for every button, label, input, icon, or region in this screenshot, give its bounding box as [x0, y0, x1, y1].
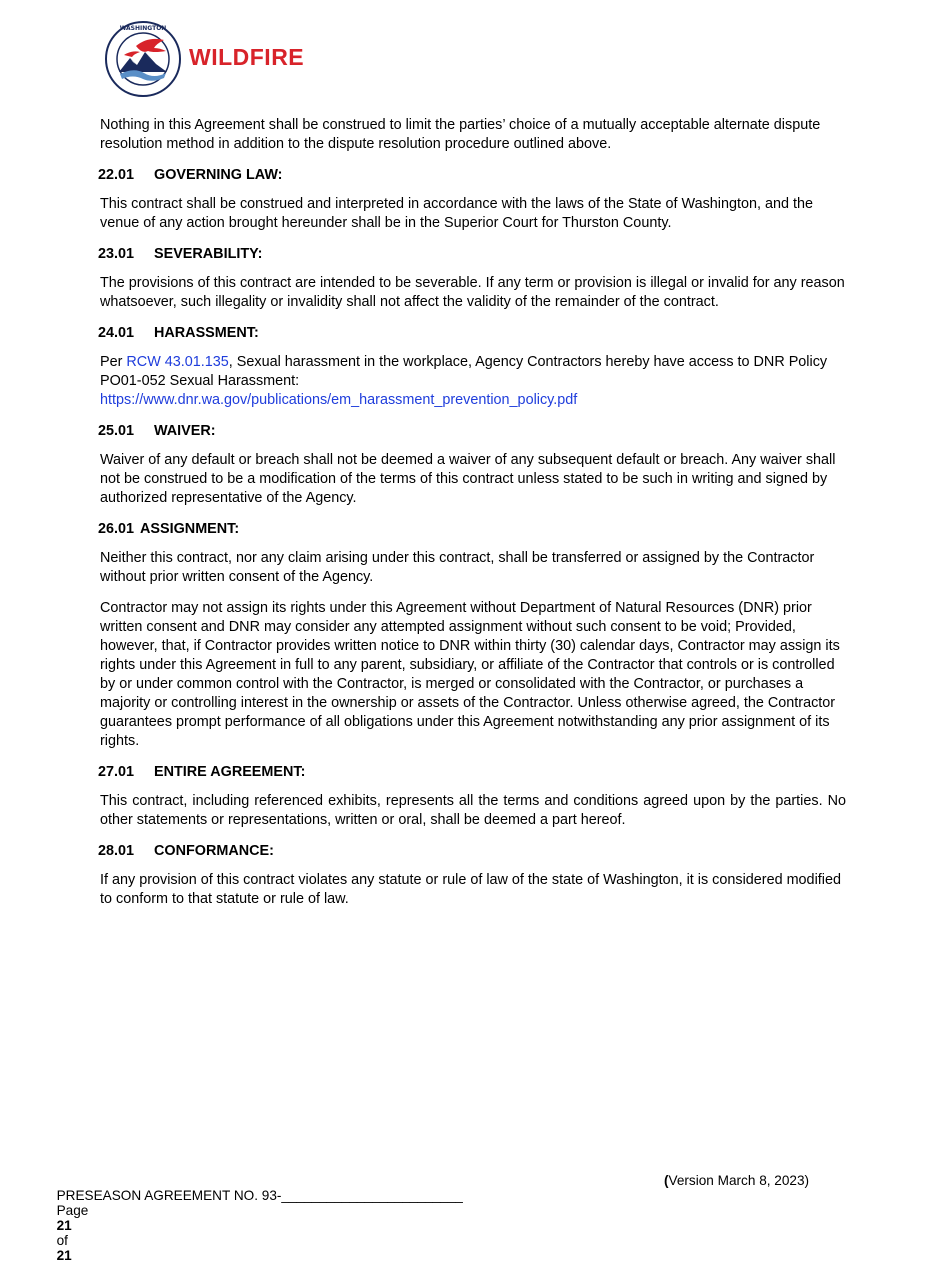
page-footer	[49, 1173, 849, 1278]
section-heading-28: 28.01 CONFORMANCE:	[98, 843, 274, 859]
page-label: Page	[56, 1203, 89, 1218]
section-body-26b: Contractor may not assign its rights under this Agreement without Department of Natural Resources (DNR) prior written consent and DNR may consider any attempted assignment without such consent to be void; Provided, however, that, if Contractor provides written notice to DNR within thirty (30) calendar days, Contractor may assign its rights under this Agreement in full to any parent, subsidiary, or affiliate of the Contractor that controls or is controlled by or under common control with the Contractor, is merged or consolidated with the Contractor, or purchases a majority or controlling interest in the ownership or assets of the Contractor. Unless otherwise agreed, the Contractor guarantees prompt performance of all obligations under this Agreement notwithstanding any prior assignment of its rights.	[100, 600, 840, 749]
section-body-26a: Neither this contract, nor any claim arising under this contract, shall be transferred or assigned by the Contractor without prior written consent of the Agency.	[100, 550, 815, 585]
svg-text:WASHINGTON: WASHINGTON	[119, 25, 167, 32]
rcw-link[interactable]: RCW 43.01.135	[126, 354, 229, 370]
intro-paragraph: Nothing in this Agreement shall be construed to limit the parties’ choice of a mutually acceptable alternate dispute resolution method in addition to the dispute resolution procedure outlined above.	[100, 117, 821, 152]
section-body-22: This contract shall be construed and interpreted in accordance with the laws of the State of Washington, and the venue of any action brought hereunder shall be in the Superior Court for Thurston County.	[100, 196, 814, 231]
section-heading-25: 25.01 WAIVER:	[98, 423, 216, 439]
section-heading-22: 22.01 GOVERNING LAW:	[98, 167, 283, 183]
of-label: of	[56, 1233, 68, 1248]
section-heading-26: 26.01 ASSIGNMENT:	[98, 521, 240, 537]
document-body	[100, 116, 846, 921]
section-heading-24: 24.01 HARASSMENT:	[98, 325, 259, 341]
version-label: (Version March 8, 2023)	[664, 1173, 810, 1188]
section-body-24: Per RCW 43.01.135, Sexual harassment in the workplace, Agency Contractors hereby have access to DNR Policy PO01-052 Sexual Harassment: https://www.dnr.wa.gov/publications/em_harassment_prevention_policy.pdf	[100, 354, 828, 408]
section-heading-23: 23.01 SEVERABILITY:	[98, 246, 263, 262]
brand-wordmark: WILDFIRE	[189, 44, 305, 70]
harassment-policy-link[interactable]: https://www.dnr.wa.gov/publications/em_harassment_prevention_policy.pdf	[100, 392, 578, 408]
section-body-25: Waiver of any default or breach shall not be deemed a waiver of any subsequent default or breach. Any waiver shall not be construed to be a modification of the terms of this contract unless stated to be such in writing and signed by authorized representative of the Agency.	[100, 452, 836, 506]
section-body-27: This contract, including referenced exhibits, represents all the terms and conditions agreed upon by the parties. No other statements or representations, written or oral, shall be deemed a part hereof.	[100, 793, 846, 828]
section-body-28: If any provision of this contract violates any statute or rule of law of the state of Washington, it is considered modified to conform to that statute or rule of law.	[100, 872, 841, 907]
section-heading-27: 27.01 ENTIRE AGREEMENT:	[98, 764, 306, 780]
page-current: 21	[56, 1218, 72, 1233]
dnr-seal-logo	[104, 20, 182, 98]
section-body-23: The provisions of this contract are intended to be severable. If any term or provision is illegal or invalid for any reason whatsoever, such illegality or invalidity shall not affect the validity of the remainder of the contract.	[100, 275, 845, 310]
page-total: 21	[56, 1248, 72, 1263]
agreement-number: PRESEASON AGREEMENT NO. 93-________________________	[56, 1188, 463, 1203]
